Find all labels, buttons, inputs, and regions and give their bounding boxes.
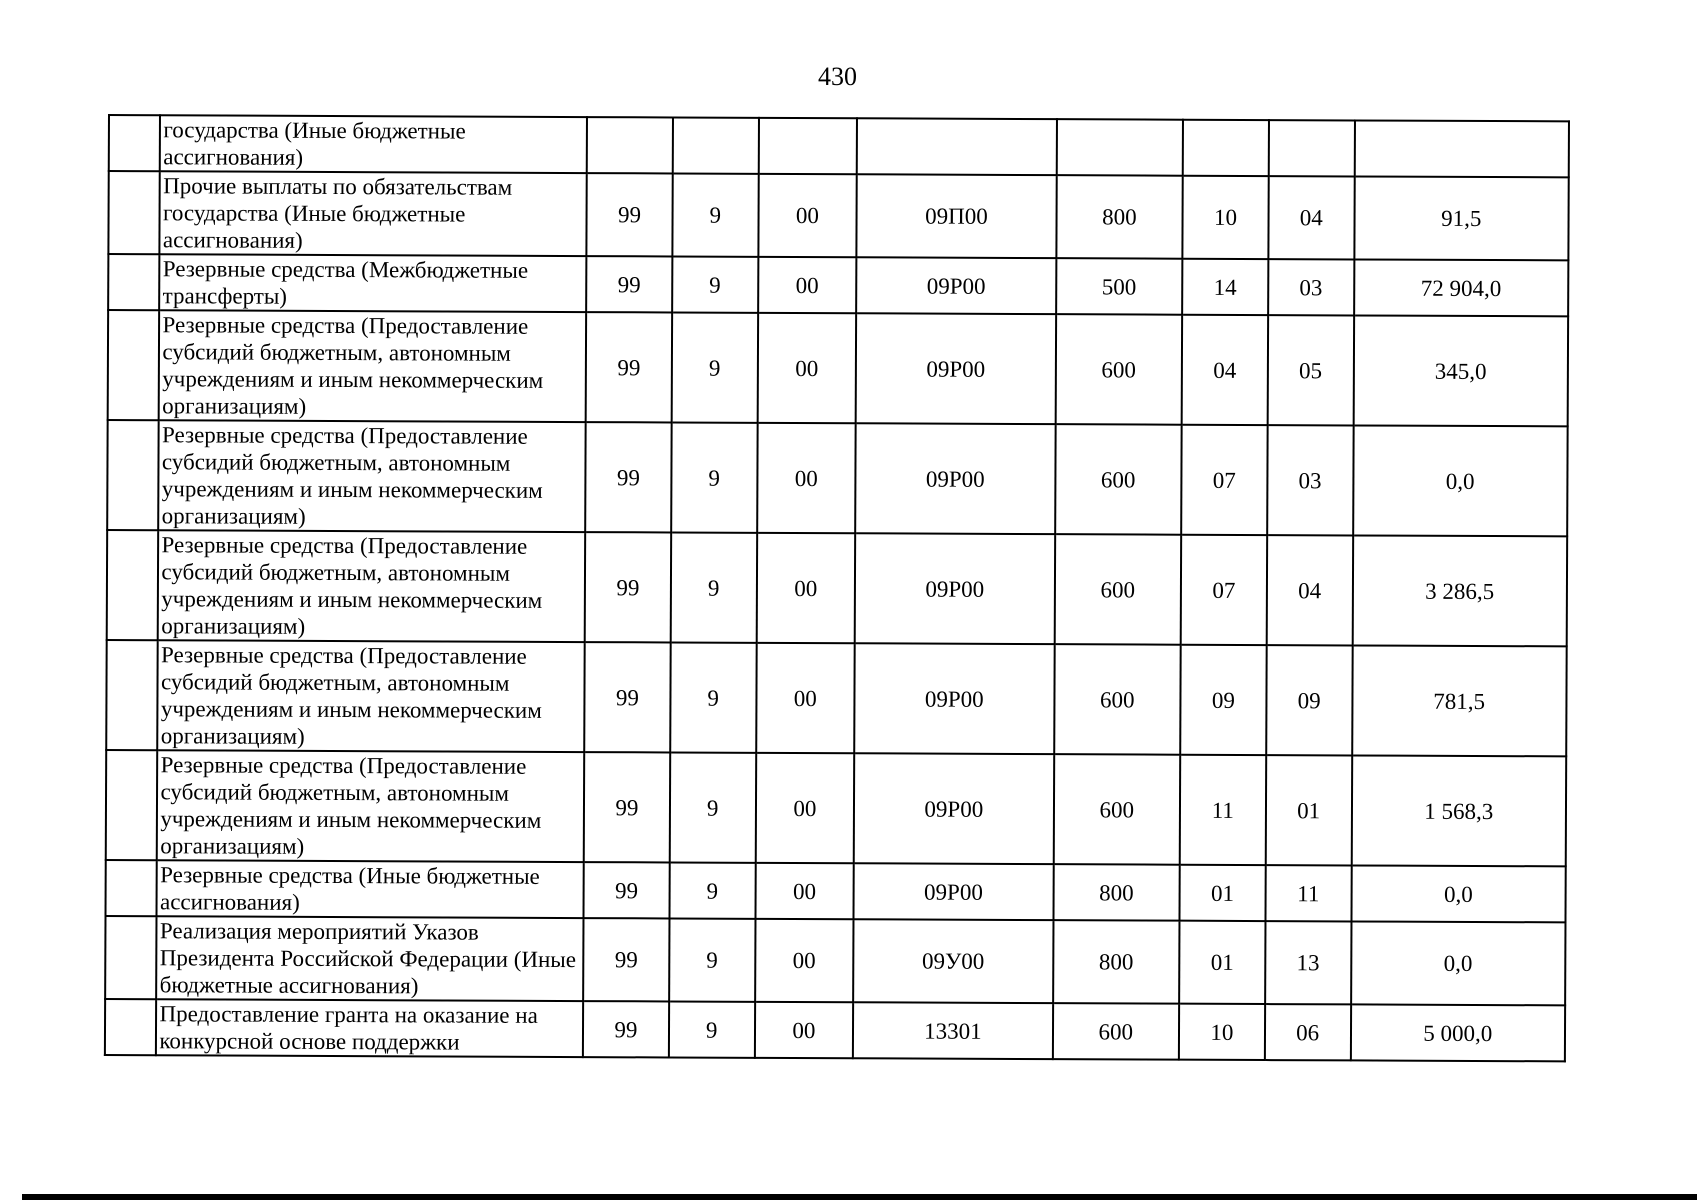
cell-rz: 14: [1182, 259, 1268, 315]
cell-c3: 00: [755, 863, 854, 919]
cell-c3: 00: [754, 1002, 853, 1058]
cell-vr: 600: [1053, 754, 1180, 865]
cell-vr: [1056, 119, 1183, 176]
cell-c2: 9: [670, 752, 756, 862]
row-index-cell: [105, 916, 157, 999]
cell-c2: 9: [672, 256, 758, 312]
cell-pr: 09: [1266, 645, 1352, 755]
cell-rz: 10: [1179, 1004, 1265, 1060]
row-name-cell: Предоставление гранта на оказание на конкурсной основе поддержки: [156, 999, 583, 1057]
row-index-cell: [107, 530, 159, 640]
cell-rz: 09: [1180, 645, 1266, 755]
cell-c1: 99: [583, 918, 669, 1001]
cell-code: 09П00: [857, 174, 1057, 258]
cell-vr: 800: [1053, 920, 1180, 1004]
cell-vr: 800: [1053, 864, 1180, 921]
cell-rz: [1183, 120, 1269, 176]
cell-vr: 500: [1056, 258, 1183, 315]
cell-pr: 13: [1265, 921, 1351, 1004]
cell-code: 09Р00: [855, 423, 1055, 534]
cell-c2: 9: [669, 918, 755, 1001]
cell-c1: 99: [584, 862, 670, 918]
cell-amount: 72 904,0: [1354, 259, 1569, 316]
cell-c3: [758, 118, 857, 174]
row-name-cell: Резервные средства (Предоставление субсидий бюджетным, автономным учреждениям и иным некоммерческим организациям): [158, 640, 585, 752]
row-index-cell: [108, 310, 160, 420]
cell-c3: 00: [756, 533, 855, 643]
cell-c3: 00: [757, 423, 856, 533]
cell-c1: 99: [586, 312, 672, 422]
cell-amount: 3 286,5: [1352, 535, 1567, 646]
cell-vr: 600: [1055, 314, 1182, 425]
cell-c1: 99: [586, 256, 672, 312]
cell-vr: 800: [1056, 175, 1183, 259]
budget-table-sheet: [104, 114, 1570, 1062]
cell-code: [857, 118, 1057, 175]
cell-rz: 10: [1182, 176, 1268, 259]
cell-amount: 91,5: [1354, 176, 1569, 260]
table-row: [106, 750, 1566, 866]
cell-c1: 99: [584, 752, 670, 862]
table-row: [108, 171, 1568, 260]
row-name-cell: Резервные средства (Иные бюджетные ассигнования): [157, 860, 584, 918]
row-index-cell: [106, 640, 158, 750]
cell-c1: 99: [585, 422, 671, 532]
cell-c3: 00: [756, 643, 855, 753]
cell-c1: 99: [583, 1001, 669, 1057]
cell-amount: 1 568,3: [1351, 755, 1566, 866]
row-index-cell: [105, 999, 157, 1055]
row-index-cell: [106, 750, 158, 860]
cell-c2: 9: [672, 173, 758, 256]
cell-amount: 0,0: [1353, 425, 1568, 536]
cell-c3: 00: [757, 313, 856, 423]
table-row: [108, 310, 1568, 426]
cell-code: 09Р00: [854, 863, 1054, 920]
cell-code: 09Р00: [856, 257, 1056, 314]
cell-amount: 345,0: [1353, 315, 1568, 426]
cell-amount: 5 000,0: [1350, 1004, 1565, 1061]
cell-amount: [1354, 120, 1569, 177]
cell-c1: 99: [586, 173, 672, 256]
cell-c2: [673, 117, 759, 173]
cell-pr: 06: [1265, 1004, 1351, 1060]
cell-c1: 99: [585, 532, 671, 642]
cell-pr: 04: [1268, 176, 1354, 259]
cell-c3: 00: [758, 257, 857, 313]
cell-vr: 600: [1054, 644, 1181, 755]
row-name-cell: Резервные средства (Предоставление субсидий бюджетным, автономным учреждениям и иным некоммерческим организациям): [157, 750, 584, 862]
row-name-cell: Резервные средства (Межбюджетные трансферты): [160, 254, 587, 312]
table-row: [109, 115, 1569, 177]
table-row: [107, 530, 1567, 646]
table-row: [106, 860, 1566, 922]
cell-rz: 07: [1181, 535, 1267, 645]
budget-table: [104, 114, 1570, 1062]
page-number: 430: [818, 62, 857, 91]
cell-code: 09Р00: [856, 313, 1056, 424]
cell-pr: 03: [1268, 259, 1354, 315]
cell-c2: 9: [671, 312, 757, 422]
cell-amount: 0,0: [1351, 921, 1566, 1005]
cell-rz: 01: [1180, 865, 1266, 921]
cell-code: 09Р00: [855, 533, 1055, 644]
row-index-cell: [108, 171, 160, 254]
row-index-cell: [106, 860, 158, 916]
cell-c1: 99: [584, 642, 670, 752]
cell-c2: 9: [669, 1001, 755, 1057]
cell-vr: 600: [1055, 424, 1182, 535]
cell-c3: 00: [755, 919, 854, 1002]
cell-c2: 9: [671, 422, 757, 532]
row-index-cell: [107, 420, 159, 530]
cell-amount: 781,5: [1352, 645, 1567, 756]
table-row: [107, 420, 1567, 536]
cell-c3: 00: [758, 174, 857, 257]
row-index-cell: [109, 115, 161, 171]
cell-code: 09Р00: [854, 753, 1054, 864]
cell-pr: 11: [1265, 865, 1351, 921]
cell-pr: 04: [1266, 535, 1352, 645]
cell-pr: 05: [1267, 315, 1353, 425]
row-name-cell: Реализация мероприятий Указов Президента Российской Федерации (Иные бюджетные ассигнования): [157, 916, 584, 1001]
cell-rz: 11: [1180, 755, 1266, 865]
cell-rz: 07: [1181, 425, 1267, 535]
row-name-cell: Резервные средства (Предоставление субсидий бюджетным, автономным учреждениям и иным некоммерческим организациям): [159, 310, 586, 422]
cell-code: 09Р00: [854, 643, 1054, 754]
row-name-cell: Прочие выплаты по обязательствам государства (Иные бюджетные ассигнования): [160, 171, 587, 256]
cell-c2: 9: [671, 532, 757, 642]
table-body: [105, 115, 1569, 1061]
bottom-scan-edge: [22, 1194, 1697, 1200]
row-name-cell: Резервные средства (Предоставление субсидий бюджетным, автономным учреждениям и иным некоммерческим организациям): [159, 420, 586, 532]
cell-rz: 04: [1182, 315, 1268, 425]
cell-amount: 0,0: [1351, 865, 1566, 922]
cell-vr: 600: [1052, 1003, 1179, 1060]
cell-c2: 9: [670, 642, 756, 752]
cell-c1: [587, 117, 673, 173]
cell-vr: 600: [1054, 534, 1181, 645]
cell-c2: 9: [669, 862, 755, 918]
cell-code: 09У00: [853, 919, 1053, 1003]
row-index-cell: [108, 254, 160, 310]
cell-pr: 01: [1266, 755, 1352, 865]
table-row: [106, 640, 1566, 756]
cell-pr: 03: [1267, 425, 1353, 535]
cell-rz: 01: [1179, 921, 1265, 1004]
cell-pr: [1269, 120, 1355, 176]
table-row: [105, 916, 1565, 1005]
cell-c3: 00: [755, 753, 854, 863]
cell-code: 13301: [853, 1002, 1053, 1059]
row-name-cell: государства (Иные бюджетные ассигнования): [160, 115, 587, 173]
table-row: [105, 999, 1565, 1061]
table-row: [108, 254, 1568, 316]
row-name-cell: Резервные средства (Предоставление субсидий бюджетным, автономным учреждениям и иным некоммерческим организациям): [158, 530, 585, 642]
